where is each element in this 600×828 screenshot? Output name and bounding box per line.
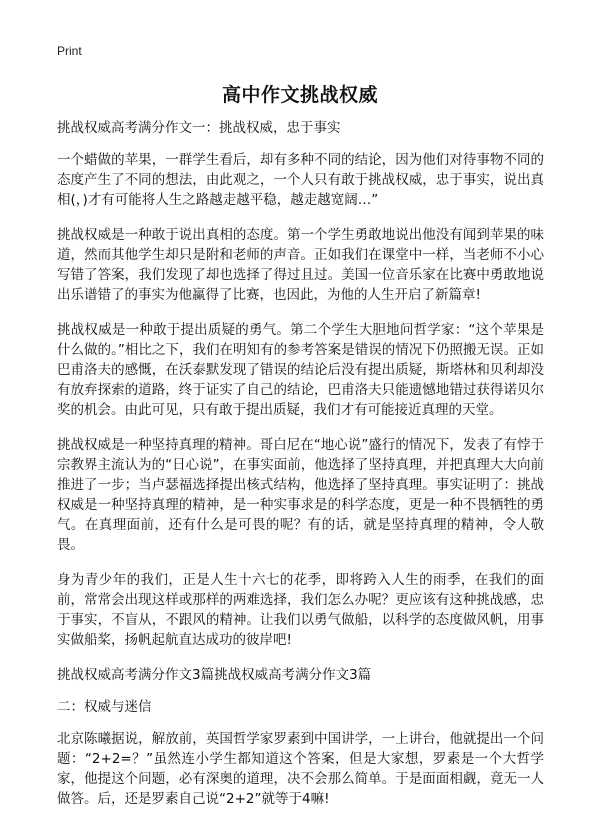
- paragraph: 挑战权威是一种坚持真理的精神。哥白尼在“地心说”盛行的情况下，发表了有悖于宗教界主流认为的“日心说”，在事实面前，他选择了坚持真理，并把真理大大向前推进了一步；当卢瑟福选择提出核式结构，他选择了坚持真理。事实证明了：挑战权威是一种坚持真理的精神，是一种实事求是的科学态度，更是一种不畏牺牲的勇气。在真理面前，还有什么是可畏的呢？有的话，就是坚持真理的精神，令人敬畏。: [57, 437, 544, 553]
- document-body: [57, 118, 544, 824]
- page-title: 高中作文挑战权威: [221, 84, 378, 106]
- paragraph: 北京陈曦据说，解放前，英国哲学家罗素到中国讲学，一上讲台，他就提出一个问题：“2+2=？”虽然连小学生都知道这个答案，但是大家想，罗素是一个大哲学家，他提这个问题，必有深奥的道理，决不会那么简单。于是面面相觑，竟无一人做答。后，还是罗素自己说“2+2”就等于4嘛!: [57, 731, 544, 807]
- section-heading-1: 挑战权威高考满分作文一：挑战权威，忠于事实: [57, 120, 341, 136]
- paragraph: 挑战权威是一种敢于说出真相的态度。第一个学生勇敢地说出他没有闻到苹果的味道，然而其他学生却只是附和老师的声音。正如我们在课堂中一样，当老师不小心写错了答案，我们发现了却也选择了得过且过。美国一位音乐家在比赛中勇敢地说出乐谱错了的事实为他赢得了比赛，也因此，为他的人生开启了新篇章!: [57, 227, 544, 303]
- print-label[interactable]: Print: [57, 44, 82, 58]
- section-heading-2: 挑战权威高考满分作文3篇挑战权威高考满分作文3篇: [57, 667, 372, 683]
- paragraph: 一个蜡做的苹果，一群学生看后，却有多种不同的结论，因为他们对待事物不同的态度产生了不同的想法，由此观之，一个人只有敢于挑战权威，忠于事实，说出真相(，)才有可能将人生之路越走越平稳，越走越宽阔…”: [57, 152, 544, 208]
- section-heading-3: 二：权威与迷信: [57, 699, 152, 715]
- paragraph: 挑战权威是一种敢于提出质疑的勇气。第二个学生大胆地问哲学家：“这个苹果是什么做的。”相比之下，我们在明知有的参考答案是错误的情况下仍照搬无误。正如巴甫洛夫的感慨，在沃泰默发现了错误的结论后没有提出质疑，斯塔林和贝利却没有放弃探索的道路，终于证实了自己的结论，巴甫洛夫只能遗憾地错过获得诺贝尔奖的机会。由此可见，只有敢于提出质疑，我们才有可能接近真理的天堂。: [57, 322, 544, 418]
- paragraph: 身为青少年的我们，正是人生十六七的花季，即将跨入人生的雨季，在我们的面前，常常会出现这样或那样的两难选择，我们怎么办呢？更应该有这种挑战感，忠于事实，不盲从，不跟风的精神。让我们以勇气做船，以科学的态度做风帆，用事实做船桨，扬帆起航直达成功的彼岸吧!: [57, 572, 544, 648]
